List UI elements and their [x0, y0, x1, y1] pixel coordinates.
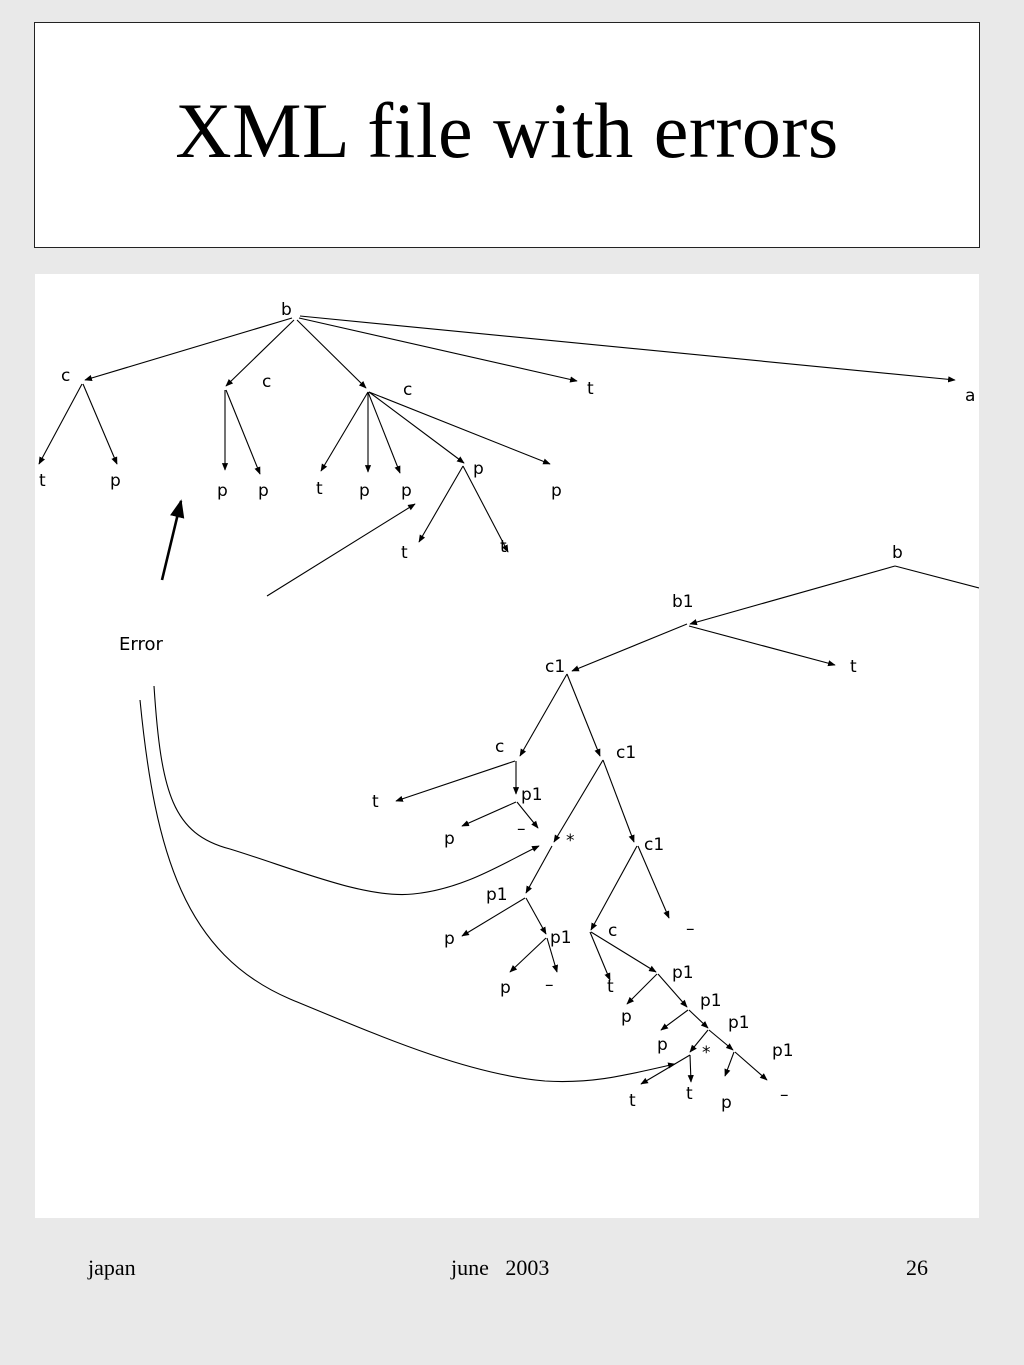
diagram-panel	[35, 274, 979, 1218]
tree1-leaf-label: p	[258, 481, 269, 501]
tree2-p1-label: p1	[550, 928, 572, 948]
footer-page-number: 26	[906, 1255, 928, 1280]
tree1-c-label: c	[61, 366, 71, 386]
tree2-p1-label: p1	[672, 963, 694, 983]
tree1-a-label: a	[965, 386, 976, 406]
tree1-leaf-label: t	[500, 537, 507, 557]
tree1-leaf-label: t	[316, 479, 323, 499]
tree1-c-label: c	[262, 372, 272, 392]
footer-location: japan	[88, 1255, 136, 1280]
tree2-p-label: p	[500, 978, 511, 998]
tree2-t-label: t	[629, 1091, 636, 1111]
tree1-leaf-label: t	[401, 543, 408, 563]
tree2-t-label: t	[372, 792, 379, 812]
tree2-c1-label: c1	[644, 835, 665, 855]
tree1-leaf-label: p	[359, 481, 370, 501]
tree2-b1-label: b1	[672, 592, 694, 612]
tree1-t-label: t	[587, 379, 594, 399]
tree1-leaf-label: p	[110, 471, 121, 491]
tree2-p1-label: p1	[486, 885, 508, 905]
tree2-p-label: p	[621, 1007, 632, 1027]
tree1-root-label: b	[281, 300, 292, 320]
tree2-p-label: p	[444, 929, 455, 949]
tree1-leaf-label: p	[551, 481, 562, 501]
tree2-error-marker: –	[545, 975, 554, 995]
tree2-t-label: t	[607, 977, 614, 997]
xml-tree-diagram	[35, 274, 979, 1218]
error-pointers	[140, 501, 675, 1082]
tree1-labels	[39, 300, 975, 563]
footer-date: june 2003	[451, 1255, 550, 1280]
tree2-p1-label: p1	[700, 991, 722, 1011]
tree2-p-label: p	[721, 1093, 732, 1113]
tree2-edges	[396, 566, 979, 1084]
tree1-p-label: p	[473, 459, 484, 479]
tree2-error-marker: –	[780, 1085, 789, 1105]
tree1-leaf-label: p	[217, 481, 228, 501]
tree2-error-marker: –	[686, 919, 695, 939]
tree2-labels	[372, 543, 903, 1113]
tree2-c-label: c	[495, 737, 505, 757]
tree2-p1-label: p1	[728, 1013, 750, 1033]
tree2-p-label: p	[657, 1035, 668, 1055]
slide-title: XML file with errors	[175, 87, 839, 174]
tree1-c-label: c	[403, 380, 413, 400]
tree2-t-label: t	[686, 1084, 693, 1104]
tree2-p1-label: p1	[521, 785, 543, 805]
tree2-p-label: p	[444, 829, 455, 849]
tree1-leaf-label: p	[401, 481, 412, 501]
tree2-c1-label: c1	[616, 743, 637, 763]
tree2-error-marker: –	[517, 819, 526, 839]
tree2-root-label: b	[892, 543, 903, 563]
tree2-star-marker: *	[702, 1043, 711, 1063]
tree2-c-label: c	[608, 921, 618, 941]
title-box	[34, 22, 980, 248]
tree1-leaf-label: t	[39, 471, 46, 491]
tree2-c1-label: c1	[545, 657, 566, 677]
tree2-t-label: t	[850, 657, 857, 677]
error-label: Error	[119, 634, 163, 655]
tree2-star-marker: *	[566, 831, 575, 851]
tree2-p1-label: p1	[772, 1041, 794, 1061]
